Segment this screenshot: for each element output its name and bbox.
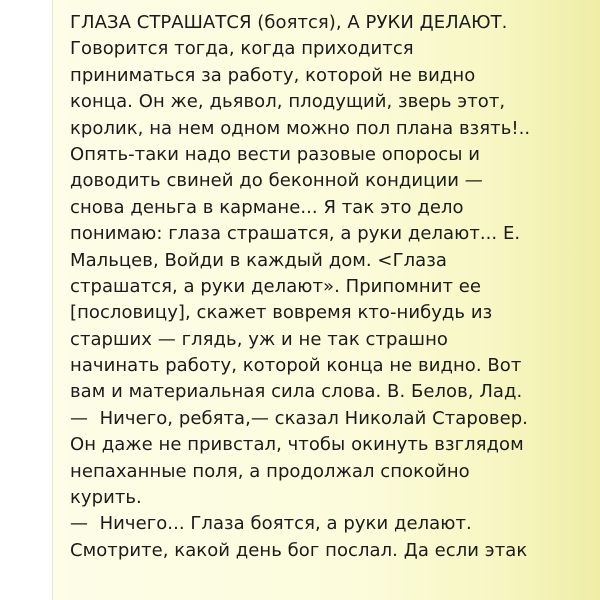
text-line: приниматься за работу, которой не видно [70,64,476,86]
text-line: вам и материальная сила слова. В. Белов, Лад. [70,381,523,403]
text-line: — Ничего, ребята,— сказал Николай Старовер. [70,407,528,429]
text-line: начинать работу, которой конца не видно. Вот [70,355,522,377]
text-line: понимаю: глаза страшатся, а руки делают... Е. [70,223,521,245]
text-line: конца. Он же, дьявол, плодущий, зверь этот, [70,91,506,113]
text-line: [пословицу], скажет вовремя кто-нибудь из [70,302,493,324]
text-line: непаханные поля, а продолжал спокойно [70,460,470,482]
text-line: ГЛАЗА СТРАШАТСЯ (боятся), А РУКИ ДЕЛАЮТ. [70,12,508,33]
text-line: Говорится тогда, когда приходится [70,38,414,60]
text-line: курить. [70,487,142,509]
text-line: страшатся, а руки делают». Припомнит ее [70,275,482,297]
text-line: кролик, на нем одном можно пол плана взять!.. [70,117,531,139]
text-line: Опять-таки надо вести разовые опоросы и [70,143,480,165]
text-line: доводить свиней до беконной кондиции — [70,170,483,192]
article-text [70,10,582,564]
text-line: Смотрите, какой день бог послал. Да если этак [70,539,528,561]
text-line: старших — глядь, уж и не так страшно [70,328,448,350]
left-margin [0,0,52,600]
text-line: — Ничего... Глаза боятся, а руки делают. [70,513,472,535]
text-line: Он даже не привстал, чтобы окинуть взглядом [70,434,524,456]
text-line: снова деньга в кармане... Я так это дело [70,196,464,218]
text-line: Мальцев, Войди в каждый дом. <Глаза [70,249,447,271]
